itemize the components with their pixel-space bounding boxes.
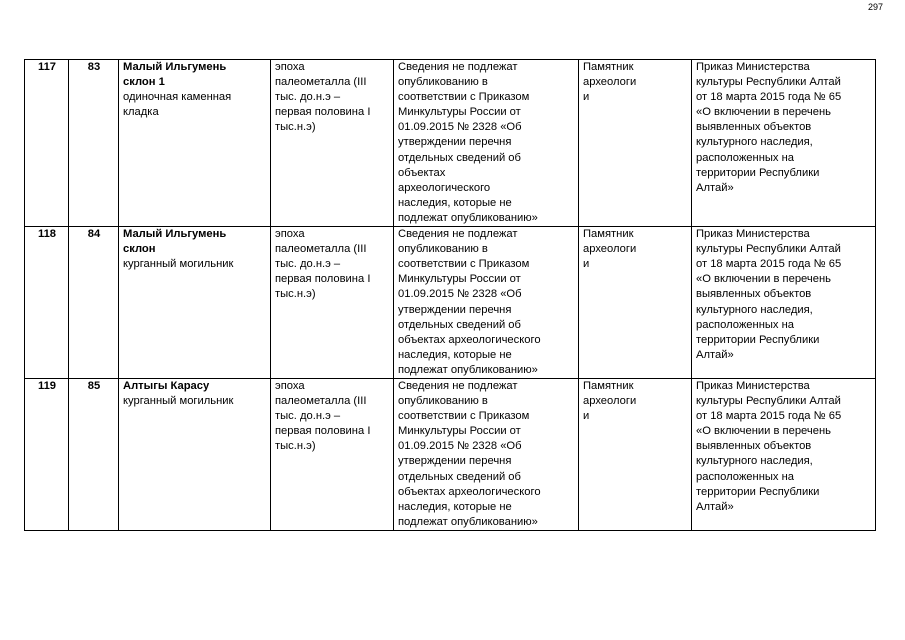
document-line: территории Республики <box>696 166 820 179</box>
location-line: наследия, которые не <box>398 348 512 361</box>
dating-cell <box>271 60 394 227</box>
dating-line: эпоха <box>275 228 305 241</box>
document-line: территории Республики <box>696 485 820 498</box>
location-line: соответствии с Приказом <box>398 258 530 271</box>
location-line: 01.09.2015 № 2328 «Об <box>398 121 522 134</box>
type-line: одиночная каменная <box>123 91 232 104</box>
document-line: выявленных объектов <box>696 121 812 134</box>
category-line: археологи <box>583 76 637 89</box>
row-id-cell: 117 <box>25 60 69 227</box>
dating-line: палеометалла (III <box>275 395 367 408</box>
document-line: Алтай» <box>696 181 734 194</box>
location-line: Сведения не подлежат <box>398 228 518 241</box>
category-line: археологи <box>583 395 637 408</box>
document-cell <box>692 227 876 379</box>
location-line: опубликованию в <box>398 395 488 408</box>
document-line: «О включении в перечень <box>696 106 831 119</box>
document-line: Приказ Министерства <box>696 228 810 241</box>
document-line: культурного наследия, <box>696 455 813 468</box>
document-line: Алтай» <box>696 348 734 361</box>
location-cell <box>394 227 579 379</box>
dating-line: тыс. до.н.э – <box>275 91 341 104</box>
location-line: объектах <box>398 166 446 179</box>
dating-line: палеометалла (III <box>275 243 367 256</box>
document-line: от 18 марта 2015 года № 65 <box>696 258 842 271</box>
dating-cell <box>271 227 394 379</box>
category-line: и <box>583 258 590 271</box>
dating-line: тыс.н.э) <box>275 121 316 134</box>
document-line: от 18 марта 2015 года № 65 <box>696 91 842 104</box>
dating-line: палеометалла (III <box>275 76 367 89</box>
location-line: Минкультуры России от <box>398 425 521 438</box>
object-number-cell: 83 <box>69 60 119 227</box>
category-line: Памятник <box>583 379 634 392</box>
name-line: Алтыгы Карасу <box>123 379 210 392</box>
location-line: 01.09.2015 № 2328 «Об <box>398 440 522 453</box>
location-line: подлежат опубликованию» <box>398 211 538 224</box>
document-line: расположенных на <box>696 151 795 164</box>
location-line: отдельных сведений об <box>398 151 521 164</box>
object-number-cell: 85 <box>69 378 119 530</box>
page-number: 297 <box>867 2 883 12</box>
location-line: утверждении перечня <box>398 136 512 149</box>
location-line: Минкультуры России от <box>398 273 521 286</box>
document-line: Приказ Министерства <box>696 61 810 73</box>
table-row <box>25 60 876 227</box>
location-line: Минкультуры России от <box>398 106 521 119</box>
location-line: наследия, которые не <box>398 500 512 513</box>
location-line: Сведения не подлежат <box>398 379 518 392</box>
category-line: Памятник <box>583 228 634 241</box>
dating-line: эпоха <box>275 379 305 392</box>
location-line: опубликованию в <box>398 76 488 89</box>
location-cell <box>394 60 579 227</box>
name-line: Малый Ильгумень <box>123 61 227 73</box>
document-cell <box>692 60 876 227</box>
table-row <box>25 227 876 379</box>
row-id-cell: 118 <box>25 227 69 379</box>
document-line: Приказ Министерства <box>696 379 810 392</box>
document-line: выявленных объектов <box>696 288 812 301</box>
name-line: склон <box>123 243 156 256</box>
location-line: отдельных сведений об <box>398 318 521 331</box>
dating-line: эпоха <box>275 61 305 73</box>
document-line: Алтай» <box>696 500 734 513</box>
registry-body <box>25 60 876 531</box>
object-name-cell <box>119 378 271 530</box>
document-line: от 18 марта 2015 года № 65 <box>696 410 842 423</box>
dating-line: первая половина I <box>275 106 371 119</box>
heritage-registry-table <box>24 59 876 531</box>
location-line: наследия, которые не <box>398 196 512 209</box>
document-line: «О включении в перечень <box>696 425 831 438</box>
document-line: расположенных на <box>696 318 795 331</box>
dating-line: тыс.н.э) <box>275 440 316 453</box>
document-cell <box>692 378 876 530</box>
category-line: и <box>583 410 590 423</box>
type-line: курганный могильник <box>123 258 234 271</box>
document-line: территории Республики <box>696 333 820 346</box>
document-line: культурного наследия, <box>696 136 813 149</box>
dating-cell <box>271 378 394 530</box>
category-cell <box>579 227 692 379</box>
name-line: склон 1 <box>123 76 165 89</box>
name-line: Малый Ильгумень <box>123 228 227 241</box>
table-row <box>25 378 876 530</box>
category-line: Памятник <box>583 61 634 73</box>
dating-line: тыс. до.н.э – <box>275 410 341 423</box>
document-line: культуры Республики Алтай <box>696 76 841 89</box>
location-cell <box>394 378 579 530</box>
location-line: соответствии с Приказом <box>398 410 530 423</box>
object-name-cell <box>119 227 271 379</box>
location-line: подлежат опубликованию» <box>398 515 538 528</box>
dating-line: первая половина I <box>275 425 371 438</box>
dating-line: первая половина I <box>275 273 371 286</box>
location-line: Сведения не подлежат <box>398 61 518 73</box>
location-line: утверждении перечня <box>398 303 512 316</box>
location-line: археологического <box>398 181 491 194</box>
row-id-cell: 119 <box>25 378 69 530</box>
location-line: объектах археологического <box>398 485 541 498</box>
document-line: «О включении в перечень <box>696 273 831 286</box>
type-line: курганный могильник <box>123 395 234 408</box>
dating-line: тыс.н.э) <box>275 288 316 301</box>
category-line: и <box>583 91 590 104</box>
category-cell <box>579 378 692 530</box>
category-line: археологи <box>583 243 637 256</box>
location-line: подлежат опубликованию» <box>398 363 538 376</box>
object-name-cell <box>119 60 271 227</box>
location-line: 01.09.2015 № 2328 «Об <box>398 288 522 301</box>
type-line: кладка <box>123 106 159 119</box>
dating-line: тыс. до.н.э – <box>275 258 341 271</box>
object-number-cell: 84 <box>69 227 119 379</box>
category-cell <box>579 60 692 227</box>
location-line: отдельных сведений об <box>398 470 521 483</box>
document-line: культуры Республики Алтай <box>696 243 841 256</box>
location-line: объектах археологического <box>398 333 541 346</box>
document-line: расположенных на <box>696 470 795 483</box>
document-line: культурного наследия, <box>696 303 813 316</box>
location-line: утверждении перечня <box>398 455 512 468</box>
document-line: культуры Республики Алтай <box>696 395 841 408</box>
location-line: соответствии с Приказом <box>398 91 530 104</box>
document-line: выявленных объектов <box>696 440 812 453</box>
location-line: опубликованию в <box>398 243 488 256</box>
